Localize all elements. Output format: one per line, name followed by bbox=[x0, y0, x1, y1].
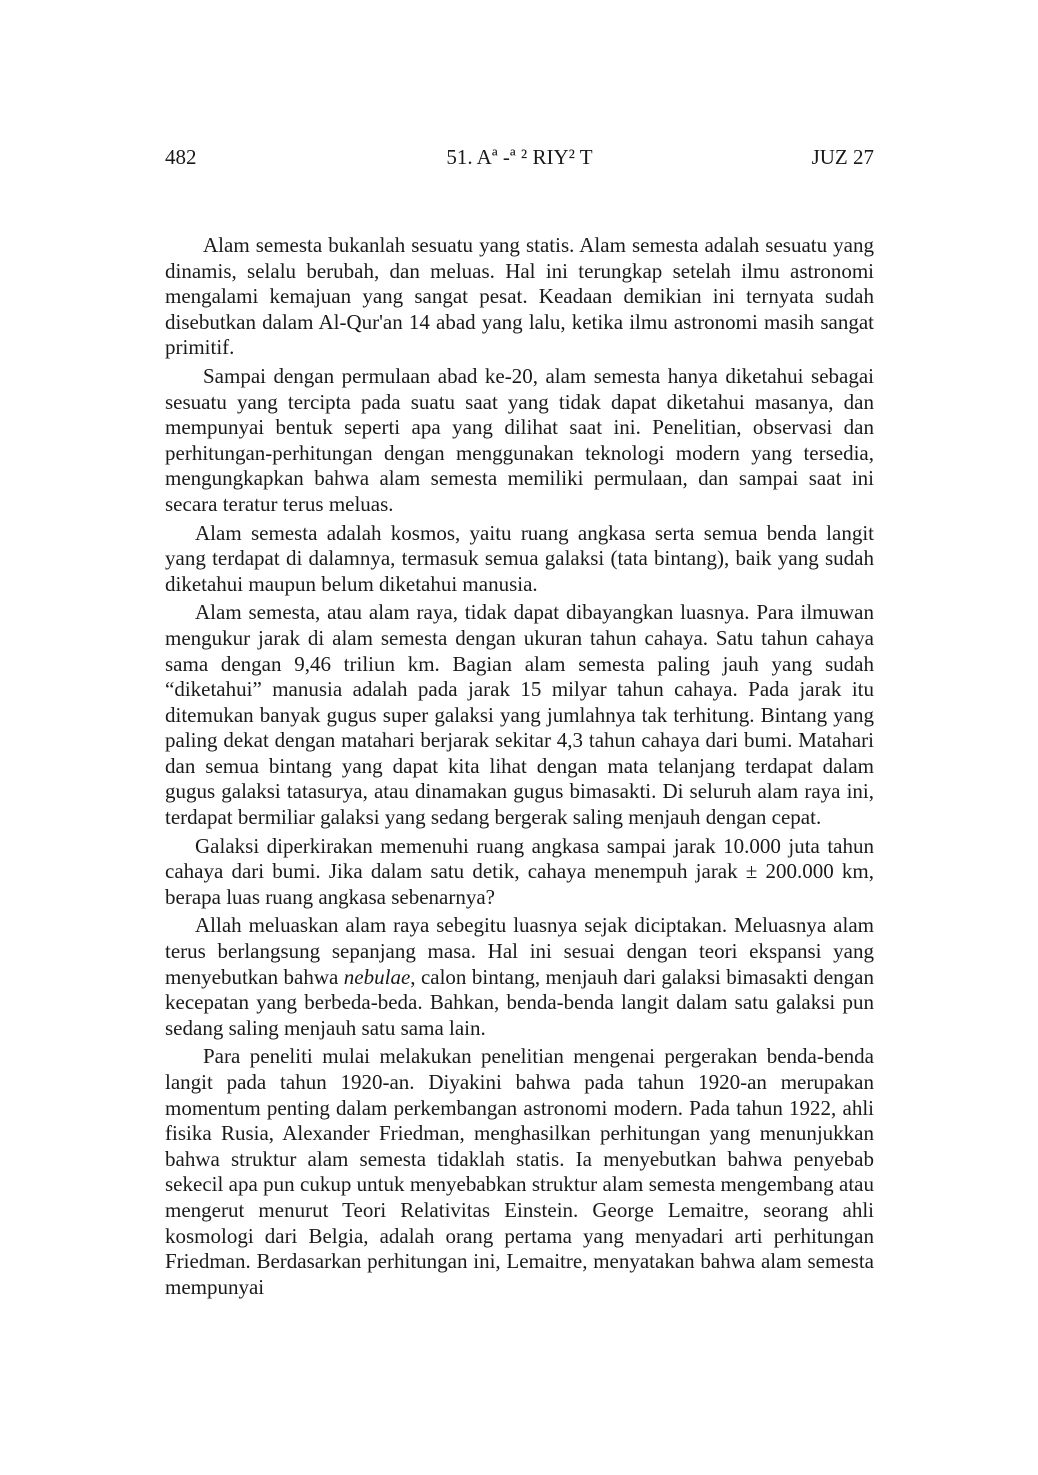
paragraph-1: Alam semesta bukanlah sesuatu yang statis. Alam semesta adalah sesuatu yang dinamis, selalu berubah, dan meluas. Hal ini terungkap setelah ilmu astronomi mengalami kemajuan yang sangat pesat. Keadaan demikian ini ternyata sudah disebutkan dalam Al-Qur'an 14 abad yang lalu, ketika ilmu astronomi masih sangat primitif. bbox=[165, 233, 874, 360]
page-number: 482 bbox=[165, 145, 197, 169]
juz-label: JUZ 27 bbox=[811, 145, 874, 169]
paragraph-2: Sampai dengan permulaan abad ke-20, alam semesta hanya diketahui sebagai sesuatu yang tercipta pada suatu saat yang tidak dapat diketahui masanya, dan mempunyai bentuk seperti apa yang dilihat saat ini. Penelitian, observasi dan perhitungan-perhitungan dengan menggunakan teknologi modern yang tersedia, mengungkapkan bahwa alam semesta memiliki permulaan, dan sampai saat ini secara teratur terus meluas. bbox=[165, 363, 874, 516]
paragraph-3: Alam semesta adalah kosmos, yaitu ruang angkasa serta semua benda langit yang terdapat di dalamnya, termasuk semua galaksi (tata bintang), baik yang sudah diketahui maupun belum diketahui manusia. bbox=[165, 520, 874, 596]
page-header bbox=[165, 145, 874, 175]
paragraph-5: Galaksi diperkirakan memenuhi ruang angkasa sampai jarak 10.000 juta tahun cahaya dari bumi. Jika dalam satu detik, cahaya menempuh jarak ± 200.000 km, berapa luas ruang angkasa sebenarnya? bbox=[165, 833, 874, 909]
emphasis-nebulae: nebulae bbox=[343, 964, 411, 989]
paragraph-4: Alam semesta, atau alam raya, tidak dapat dibayangkan luasnya. Para ilmuwan mengukur jarak di alam semesta dengan ukuran tahun cahaya. Satu tahun cahaya sama dengan 9,46 triliun km. Bagian alam semesta paling jauh yang sudah “diketahui” manusia adalah pada jarak 15 milyar tahun cahaya. Pada jarak itu ditemukan banyak gugus super galaksi yang jumlahnya tak terhitung. Bintang yang paling dekat dengan matahari berjarak sekitar 4,3 tahun cahaya dari bumi. Matahari dan semua bintang yang dapat kita lihat dengan mata telanjang terdapat dalam gugus galaksi tatasurya, atau dinamakan gugus bimasakti. Di seluruh alam raya ini, terdapat bermiliar galaksi yang sedang bergerak saling menjauh dengan cepat. bbox=[165, 600, 874, 830]
paragraph-6 bbox=[165, 913, 874, 1041]
paragraph-6-text-before: Allah meluaskan alam raya sebegitu luasnya sejak diciptakan. Meluasnya alam terus berlangsung sepanjang masa. Hal ini sesuai dengan teori ekspansi yang menyebutkan bahwa bbox=[165, 913, 874, 989]
body-text bbox=[165, 233, 874, 1303]
surah-title: 51. Aª -ª ² RIY² T bbox=[446, 145, 593, 169]
paragraph-6-text-after: , calon bintang, menjauh dari galaksi bimasakti dengan kecepatan yang berbeda-beda. Bahkan, benda-benda langit dalam satu galaksi pun sedang saling menjauh satu sama lain. bbox=[165, 964, 874, 1040]
paragraph-7: Para peneliti mulai melakukan penelitian mengenai pergerakan benda-benda langit pada tahun 1920-an. Diyakini bahwa pada tahun 1920-an merupakan momentum penting dalam perkembangan astronomi modern. Pada tahun 1922, ahli fisika Rusia, Alexander Friedman, menghasilkan perhitungan yang menunjukkan bahwa struktur alam semesta tidaklah statis. Ia menyebutkan bahwa penyebab sekecil apa pun cukup untuk menyebabkan struktur alam semesta mengembang atau mengerut menurut Teori Relativitas Einstein. George Lemaitre, seorang ahli kosmologi dari Belgia, adalah orang pertama yang menyadari arti perhitungan Friedman. Berdasarkan perhitungan ini, Lemaitre, menyatakan bahwa alam semesta mempunyai bbox=[165, 1044, 874, 1299]
